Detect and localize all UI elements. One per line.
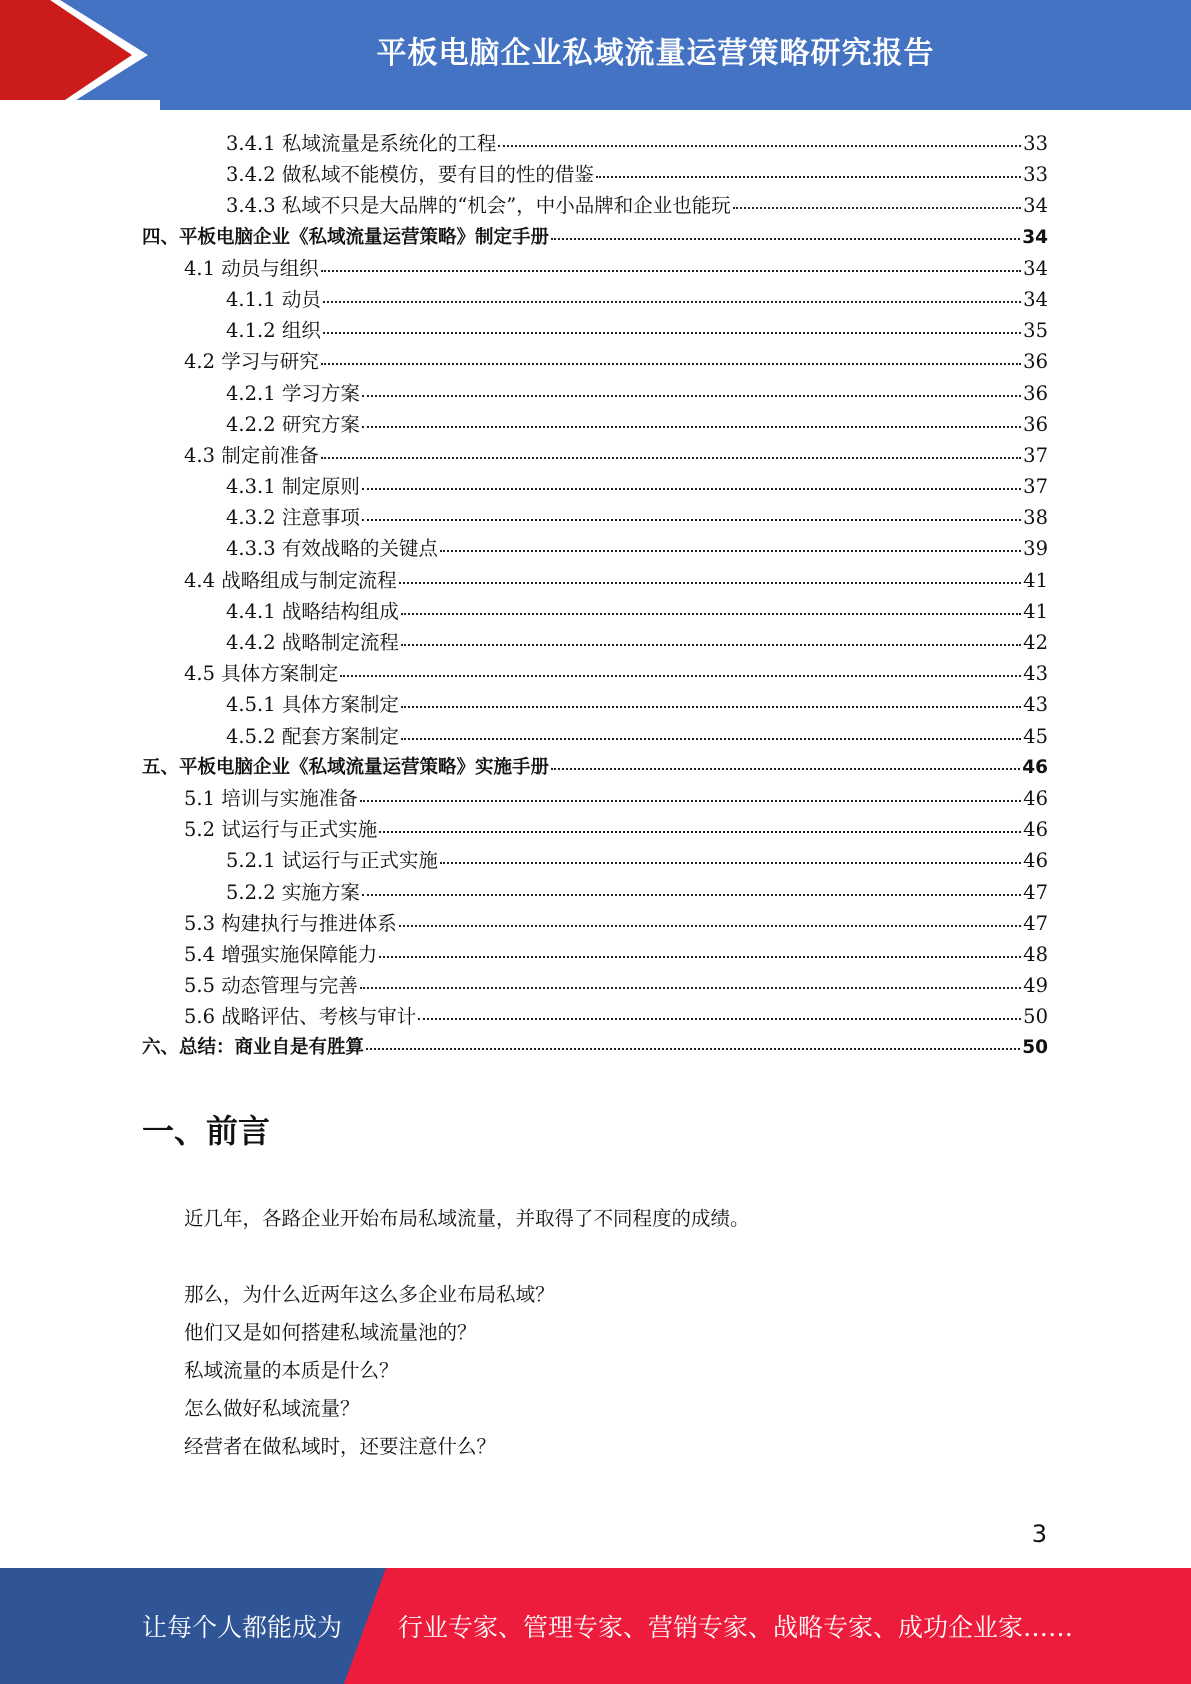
toc-leader-dots (362, 426, 1021, 428)
toc-entry[interactable] (142, 222, 1048, 253)
toc-entry-title: 5.3 构建执行与推进体系 (184, 911, 397, 935)
table-of-contents (142, 128, 1048, 1064)
toc-entry[interactable] (142, 471, 1048, 502)
toc-entry-title: 3.4.2 做私域不能模仿，要有目的性的借鉴 (226, 163, 594, 187)
toc-entry-page: 47 (1023, 880, 1048, 904)
toc-leader-dots (551, 238, 1020, 240)
toc-leader-dots (399, 582, 1021, 584)
toc-entry-title: 4.2 学习与研究 (184, 350, 319, 374)
toc-entry-title: 五、平板电脑企业《私域流量运营策略》实施手册 (142, 756, 550, 778)
toc-leader-dots (733, 207, 1021, 209)
toc-leader-dots (551, 768, 1020, 770)
toc-entry-title: 4.1.2 组织 (226, 319, 321, 343)
toc-entry-title: 4.2.1 学习方案 (226, 381, 360, 405)
toc-entry[interactable] (142, 159, 1048, 190)
toc-entry-title: 3.4.3 私域不只是大品牌的“机会”，中小品牌和企业也能玩 (226, 194, 731, 218)
toc-entry[interactable] (142, 565, 1048, 596)
toc-entry-title: 4.4 战略组成与制定流程 (184, 568, 397, 592)
toc-entry-page: 43 (1023, 662, 1048, 686)
toc-entry-title: 4.3.1 制定原则 (226, 475, 360, 499)
toc-leader-dots (362, 894, 1021, 896)
toc-entry[interactable] (142, 783, 1048, 814)
toc-entry[interactable] (142, 128, 1048, 159)
toc-entry-page: 34 (1023, 194, 1048, 218)
toc-entry-title: 5.2.2 实施方案 (226, 880, 360, 904)
toc-leader-dots (440, 550, 1021, 552)
toc-entry[interactable] (142, 627, 1048, 658)
toc-leader-dots (401, 706, 1021, 708)
page-number: 3 (1031, 1520, 1047, 1548)
toc-entry-title: 4.5 具体方案制定 (184, 662, 339, 686)
toc-leader-dots (401, 613, 1021, 615)
toc-entry-title: 4.3.2 注意事项 (226, 506, 360, 530)
toc-leader-dots (596, 176, 1021, 178)
toc-entry[interactable] (142, 346, 1048, 377)
toc-leader-dots (362, 519, 1021, 521)
toc-entry-page: 46 (1023, 786, 1048, 810)
toc-entry-title: 5.1 培训与实施准备 (184, 786, 358, 810)
toc-entry-page: 46 (1023, 818, 1048, 842)
toc-leader-dots (379, 956, 1021, 958)
toc-entry[interactable] (142, 409, 1048, 440)
toc-entry[interactable] (142, 877, 1048, 908)
toc-entry[interactable] (142, 378, 1048, 409)
toc-entry-title: 5.2.1 试运行与正式实施 (226, 849, 438, 873)
toc-leader-dots (321, 270, 1021, 272)
toc-entry-page: 34 (1022, 226, 1048, 248)
toc-leader-dots (498, 145, 1021, 147)
page-header (0, 0, 1191, 110)
toc-entry[interactable] (142, 440, 1048, 471)
toc-entry-title: 5.4 增强实施保障能力 (184, 942, 378, 966)
toc-entry[interactable] (142, 253, 1048, 284)
toc-leader-dots (366, 1048, 1020, 1050)
toc-entry-page: 36 (1023, 381, 1048, 405)
toc-entry-title: 4.3.3 有效战略的关键点 (226, 537, 438, 561)
toc-leader-dots (401, 738, 1021, 740)
toc-entry[interactable] (142, 752, 1048, 783)
toc-entry[interactable] (142, 721, 1048, 752)
toc-entry-title: 4.4.1 战略结构组成 (226, 599, 399, 623)
toc-entry[interactable] (142, 970, 1048, 1001)
toc-entry-page: 48 (1023, 942, 1048, 966)
toc-entry-page: 47 (1023, 911, 1048, 935)
toc-entry-title: 4.2.2 研究方案 (226, 412, 360, 436)
toc-entry-title: 5.5 动态管理与完善 (184, 974, 358, 998)
toc-entry[interactable] (142, 533, 1048, 564)
footer-slogan-right: 行业专家、管理专家、营销专家、战略专家、成功企业家…… (398, 1613, 1074, 1642)
toc-leader-dots (323, 301, 1021, 303)
toc-entry-page: 36 (1023, 350, 1048, 374)
toc-entry-title: 4.4.2 战略制定流程 (226, 631, 399, 654)
toc-leader-dots (360, 987, 1021, 989)
toc-entry-page: 38 (1023, 506, 1048, 530)
toc-entry[interactable] (142, 1032, 1048, 1063)
toc-entry[interactable] (142, 1001, 1048, 1032)
toc-entry-page: 43 (1023, 693, 1048, 717)
toc-entry[interactable] (142, 658, 1048, 689)
toc-entry[interactable] (142, 939, 1048, 970)
question-paragraph: 经营者在做私域时，还要注意什么？ (184, 1435, 497, 1458)
toc-leader-dots (340, 675, 1021, 677)
toc-entry-title: 4.5.2 配套方案制定 (226, 724, 399, 748)
toc-entry[interactable] (142, 689, 1048, 720)
toc-leader-dots (399, 925, 1021, 927)
toc-entry-page: 34 (1023, 287, 1048, 311)
toc-entry-page: 45 (1023, 724, 1048, 748)
toc-leader-dots (321, 363, 1021, 365)
toc-leader-dots (362, 395, 1021, 397)
question-paragraph: 怎么做好私域流量？ (184, 1397, 360, 1420)
toc-entry-page: 33 (1023, 163, 1048, 187)
toc-entry-page: 34 (1023, 256, 1048, 280)
toc-entry-page: 50 (1022, 1037, 1048, 1059)
toc-entry[interactable] (142, 814, 1048, 845)
toc-entry-title: 四、平板电脑企业《私域流量运营策略》制定手册 (142, 226, 550, 248)
toc-entry-page: 39 (1023, 537, 1048, 561)
toc-entry-title: 4.1 动员与组织 (184, 256, 319, 280)
toc-leader-dots (360, 800, 1021, 802)
toc-entry-page: 49 (1023, 974, 1048, 998)
toc-entry-page: 50 (1023, 1005, 1048, 1029)
toc-entry-page: 41 (1023, 568, 1048, 592)
toc-entry[interactable] (142, 284, 1048, 315)
page-footer (0, 1568, 1191, 1684)
toc-entry-page: 41 (1023, 599, 1048, 623)
document-title: 平板电脑企业私域流量运营策略研究报告 (376, 36, 935, 71)
toc-entry-page: 37 (1023, 443, 1048, 467)
toc-leader-dots (379, 831, 1021, 833)
toc-entry-page: 33 (1023, 132, 1048, 155)
toc-entry[interactable] (142, 596, 1048, 627)
toc-entry-page: 37 (1023, 475, 1048, 499)
footer-slogan-left: 让每个人都能成为 (142, 1613, 343, 1642)
toc-entry[interactable] (142, 190, 1048, 221)
toc-entry[interactable] (142, 845, 1048, 876)
toc-entry-title: 4.1.1 动员 (226, 287, 321, 311)
toc-entry[interactable] (142, 502, 1048, 533)
toc-entry-page: 46 (1022, 756, 1048, 778)
toc-leader-dots (440, 862, 1021, 864)
toc-entry-title: 4.5.1 具体方案制定 (226, 693, 399, 717)
toc-entry-page: 35 (1023, 319, 1048, 343)
toc-leader-dots (323, 332, 1021, 334)
toc-leader-dots (321, 457, 1021, 459)
toc-entry[interactable] (142, 908, 1048, 939)
toc-leader-dots (401, 644, 1021, 646)
toc-leader-dots (418, 1018, 1021, 1020)
question-paragraph: 私域流量的本质是什么？ (184, 1359, 399, 1382)
toc-entry-page: 36 (1023, 412, 1048, 436)
toc-leader-dots (362, 488, 1021, 490)
toc-entry[interactable] (142, 315, 1048, 346)
toc-entry-title: 3.4.1 私域流量是系统化的工程 (226, 132, 497, 155)
section-heading: 一、前言 (142, 1112, 271, 1150)
question-paragraph: 那么，为什么近两年这么多企业布局私域？ (184, 1283, 555, 1306)
toc-entry-title: 4.3 制定前准备 (184, 443, 319, 467)
intro-paragraph: 近几年，各路企业开始布局私域流量，并取得了不同程度的成绩。 (184, 1207, 750, 1230)
toc-entry-title: 六、总结：商业自是有胜算 (142, 1037, 365, 1059)
toc-entry-page: 46 (1023, 849, 1048, 873)
toc-entry-page: 42 (1023, 631, 1048, 654)
question-paragraph: 他们又是如何搭建私域流量池的？ (184, 1321, 477, 1344)
toc-entry-title: 5.2 试运行与正式实施 (184, 818, 378, 842)
toc-entry-title: 5.6 战略评估、考核与审计 (184, 1005, 417, 1029)
